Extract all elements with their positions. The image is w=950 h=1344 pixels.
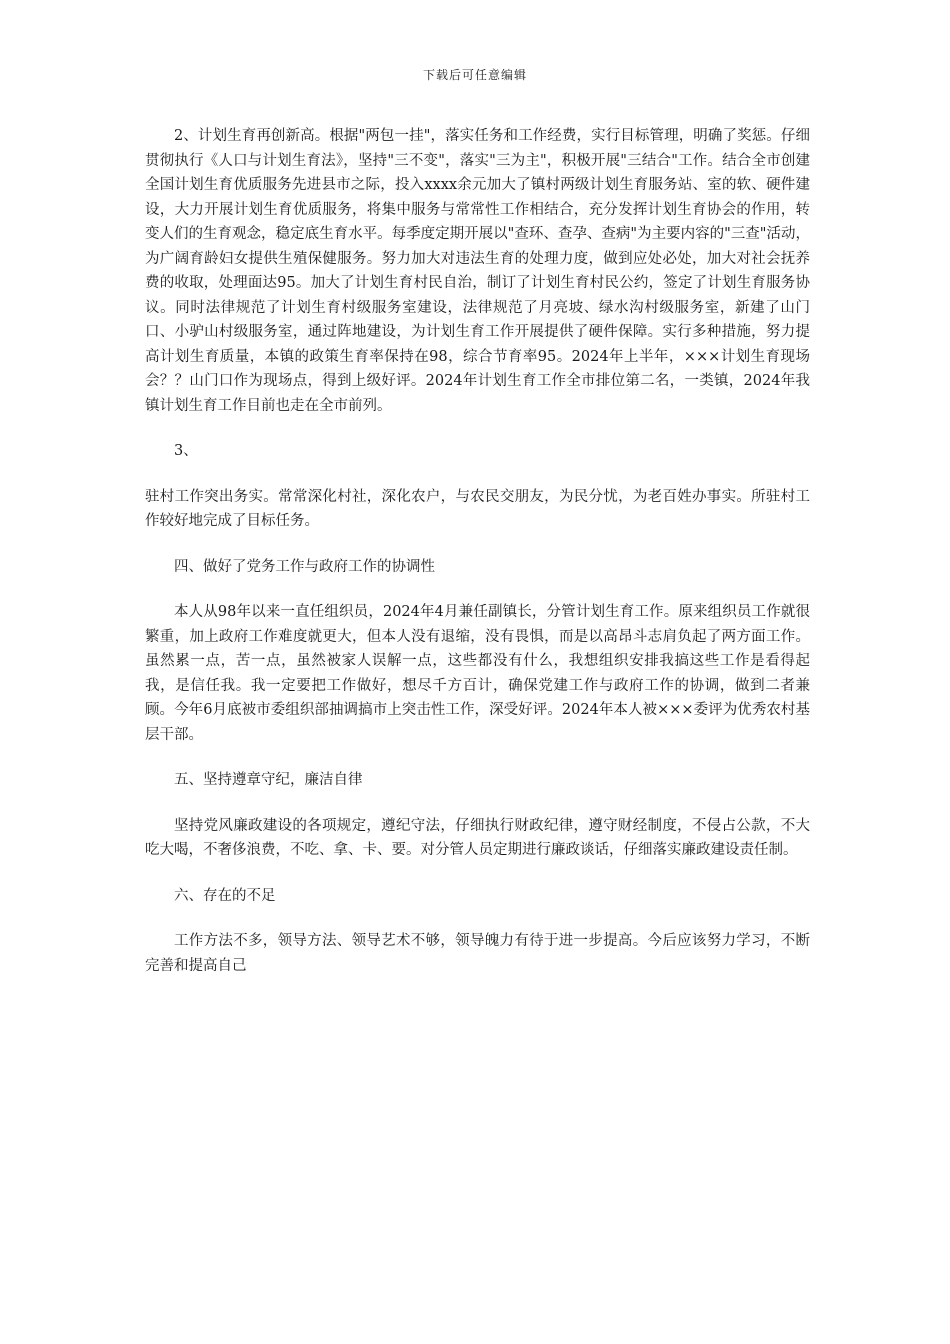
paragraph-village-work: 驻村工作突出务实。常常深化村社，深化农户，与农民交朋友，为民分忧，为老百姓办事实。所驻村工作较好地完成了目标任务。 — [145, 488, 810, 529]
section-heading-coordination: 四、做好了党务工作与政府工作的协调性 — [174, 558, 435, 575]
paragraph-integrity: 坚持党风廉政建设的各项规定，遵纪守法，仔细执行财政纪律，遵守财经制度，不侵占公款，不大吃大喝，不奢侈浪费，不吃、拿、卡、要。对分管人员定期进行廉政谈话，仔细落实廉政建设责任制。 — [145, 817, 810, 858]
document-body — [145, 124, 810, 999]
paragraph-coordination: 本人从98年以来一直任组织员，2024年4月兼任副镇长，分管计划生育工作。原来组织员工作就很繁重，加上政府工作难度就更大，但本人没有退缩，没有畏惧，而是以高昂斗志肩负起了两方面工作。虽然累一点，苦一点，虽然被家人误解一点，这些都没有什么，我想组织安排我搞这些工作是看得起我，是信任我。我一定要把工作做好，想尽千方百计，确保党建工作与政府工作的协调，做到二者兼顾。今年6月底被市委组织部抽调搞市上突击性工作，深受好评。2024年本人被×××委评为优秀农村基层干部。 — [145, 604, 810, 743]
section-heading-integrity: 五、坚持遵章守纪，廉洁自律 — [174, 772, 363, 788]
item-3-number: 3、 — [174, 443, 198, 459]
section-heading-shortcomings: 六、存在的不足 — [174, 887, 276, 904]
paragraph-shortcomings: 工作方法不多，领导方法、领导艺术不够，领导魄力有待于进一步提高。今后应该努力学习，不断完善和提高自己 — [145, 933, 810, 974]
page-header: 下载后可任意编辑 — [422, 68, 527, 82]
paragraph-family-planning: 2、计划生育再创新高。根据"两包一挂"，落实任务和工作经费，实行目标管理，明确了奖惩。仔细贯彻执行《人口与计划生育法》，坚持"三不变"，落实"三为主"，积极开展"三结合"工作。结合全市创建全国计划生育优质服务先进县市之际，投入xxxx余元加大了镇村两级计划生育服务站、室的软、硬件建设，大力开展计划生育优质服务，将集中服务与常常性工作相结合，充分发挥计划生育协会的作用，转变人们的生育观念，稳定底生育水平。每季度定期开展以"查环、查孕、查病"为主要内容的"三查"活动，为广阔育龄妇女提供生殖保健服务。努力加大对违法生育的处理力度，做到应处必处，加大对社会抚养费的收取，处理面达95。加大了计划生育村民自治，制订了计划生育村民公约，签定了计划生育服务协议。同时法律规范了计划生育村级服务室建设，法律规范了月亮坡、绿水沟村级服务室，新建了山门口、小驴山村级服务室，通过阵地建设，为计划生育工作开展提供了硬件保障。实行多种措施，努力提高计划生育质量，本镇的政策生育率保持在98，综合节育率95。2024年上半年，×××计划生育现场会？？山门口作为现场点，得到上级好评。2024年计划生育工作全市排位第二名，一类镇，2024年我镇计划生育工作目前也走在全市前列。 — [145, 128, 810, 414]
